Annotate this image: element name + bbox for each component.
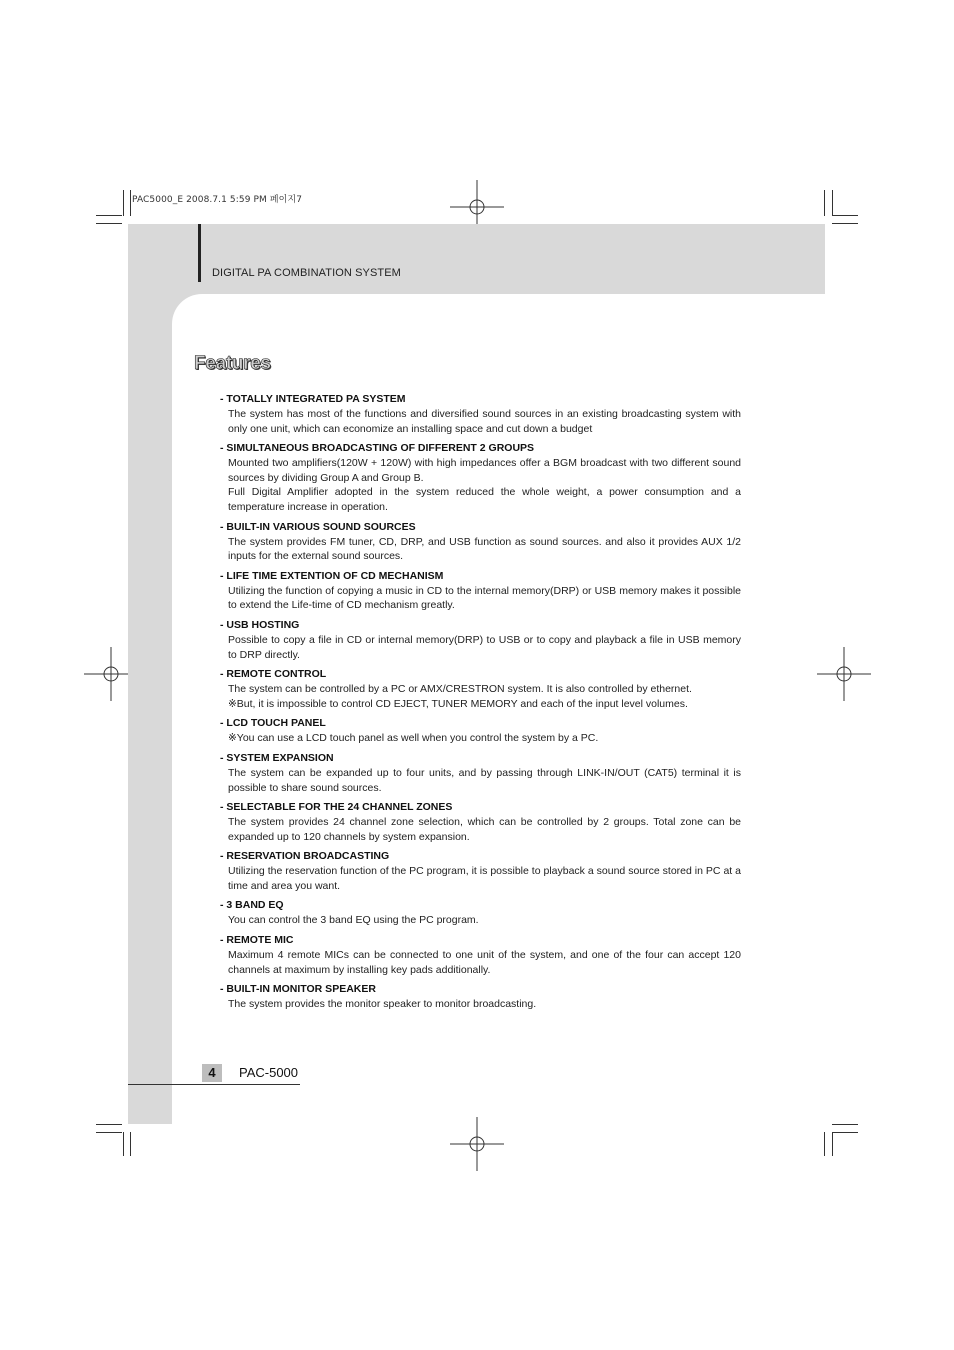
print-slug: PAC5000_E 2008.7.1 5:59 PM 페이지7 (132, 195, 303, 205)
registration-mark-icon (450, 1117, 504, 1171)
feature-body (220, 997, 741, 1012)
feature-title: - SIMULTANEOUS BROADCASTING OF DIFFERENT 2 GROUPS (220, 442, 535, 455)
feature-title: - REMOTE MIC (220, 934, 294, 947)
feature-paragraph: The system can be expanded up to four units, and by passing through LINK-IN/OUT (CAT5) terminal it is possible to share sound sources. (228, 766, 741, 794)
crop-mark (832, 223, 858, 224)
feature-item (220, 618, 741, 662)
crop-mark (824, 190, 825, 216)
feature-item (220, 751, 741, 795)
feature-body (220, 731, 741, 746)
crop-mark (832, 215, 858, 216)
crop-mark (832, 190, 833, 216)
feature-title: - 3 BAND EQ (220, 899, 284, 912)
feature-paragraph: Mounted two amplifiers(120W + 120W) with high impedances offer a BGM broadcast with two different sound sources by dividing Group A and Group B. (228, 457, 741, 484)
feature-item (220, 982, 741, 1012)
feature-paragraph: The system has most of the functions and diversified sound sources in an existing broadcasting system with only one unit, which can economize an installing space and cut down a budget (228, 408, 741, 435)
crop-mark (832, 1132, 858, 1133)
feature-paragraph: The system can be controlled by a PC or AMX/CRESTRON system. It is also controlled by ethernet. (228, 683, 692, 696)
feature-title: - BUILT-IN MONITOR SPEAKER (220, 983, 376, 996)
feature-body (220, 456, 741, 514)
crop-mark (96, 223, 122, 224)
feature-item (220, 667, 741, 711)
model-name: PAC-5000 (239, 1065, 299, 1080)
feature-body (220, 407, 741, 436)
features-list (220, 392, 741, 1017)
feature-item (220, 520, 741, 564)
feature-paragraph: Possible to copy a file in CD or internal memory(DRP) to USB or to copy and playback a file in USB memory to DRP directly. (228, 633, 741, 661)
feature-paragraph: Utilizing the function of copying a music in CD to the internal memory(DRP) or USB memory makes it possible to extend the Life-time of CD mechanism greatly. (228, 584, 741, 612)
band-corner-cutout (172, 294, 232, 354)
feature-item (220, 569, 741, 613)
feature-paragraph: Maximum 4 remote MICs can be connected to one unit of the system, and one of the four can accept 120 channels at maximum by installing key pads additionally. (228, 949, 741, 976)
crop-mark (130, 1132, 131, 1156)
feature-paragraph: The system provides 24 channel zone selection, which can be controlled by 2 groups. Total zone can be expanded up to 120 channels by system expansion. (228, 816, 741, 843)
crop-mark (832, 1132, 833, 1156)
feature-item (220, 933, 741, 977)
feature-title: - SELECTABLE FOR THE 24 CHANNEL ZONES (220, 801, 453, 814)
feature-title: - LCD TOUCH PANEL (220, 717, 326, 730)
feature-title: - RESERVATION BROADCASTING (220, 850, 390, 863)
crop-mark (96, 1132, 122, 1133)
feature-body (220, 633, 741, 662)
feature-item (220, 392, 741, 436)
crop-mark (96, 1124, 122, 1125)
feature-item (220, 441, 741, 514)
header-title: DIGITAL PA COMBINATION SYSTEM (212, 267, 401, 279)
feature-title: - USB HOSTING (220, 618, 300, 631)
registration-mark-icon (817, 647, 871, 701)
feature-body (220, 766, 741, 795)
feature-body (220, 948, 741, 977)
feature-body (220, 864, 741, 893)
page-title: Features (194, 353, 271, 374)
feature-item (220, 800, 741, 844)
feature-body (220, 815, 741, 844)
feature-item (220, 898, 741, 928)
crop-mark (96, 215, 122, 216)
feature-paragraph: Full Digital Amplifier adopted in the system reduced the whole weight, a power consumption and a temperature increase in operation. (228, 486, 741, 513)
feature-paragraph: Utilizing the reservation function of the PC program, it is possible to playback a sound source stored in PC at a time and area you want. (228, 865, 741, 892)
feature-item (220, 849, 741, 893)
page-number: 4 (202, 1064, 222, 1082)
crop-mark (123, 190, 124, 216)
feature-paragraph: The system provides the monitor speaker to monitor broadcasting. (228, 998, 537, 1011)
header-rule (198, 224, 201, 282)
crop-mark (824, 1132, 825, 1156)
feature-title: - LIFE TIME EXTENTION OF CD MECHANISM (220, 569, 444, 582)
crop-mark (832, 1124, 858, 1125)
feature-paragraph: ※You can use a LCD touch panel as well when you control the system by a PC. (228, 732, 599, 745)
crop-mark (130, 190, 131, 216)
header-band (128, 224, 825, 294)
feature-title: - REMOTE CONTROL (220, 668, 327, 681)
feature-body (220, 584, 741, 613)
feature-body (220, 913, 741, 928)
footer-rule (128, 1084, 300, 1085)
feature-item (220, 716, 741, 746)
side-band (128, 294, 172, 1124)
feature-body (220, 682, 741, 711)
feature-title: - TOTALLY INTEGRATED PA SYSTEM (220, 393, 406, 405)
feature-paragraph: ※But, it is impossible to control CD EJECT, TUNER MEMORY and each of the input level volumes. (228, 697, 688, 710)
feature-title: - SYSTEM EXPANSION (220, 751, 334, 764)
feature-body (220, 535, 741, 564)
crop-mark (123, 1132, 124, 1156)
feature-paragraph: The system provides FM tuner, CD, DRP, and USB function as sound sources. and also it provides AUX 1/2 inputs for the external sound sources. (228, 535, 741, 563)
feature-title: - BUILT-IN VARIOUS SOUND SOURCES (220, 520, 416, 533)
feature-paragraph: You can control the 3 band EQ using the PC program. (228, 914, 479, 927)
